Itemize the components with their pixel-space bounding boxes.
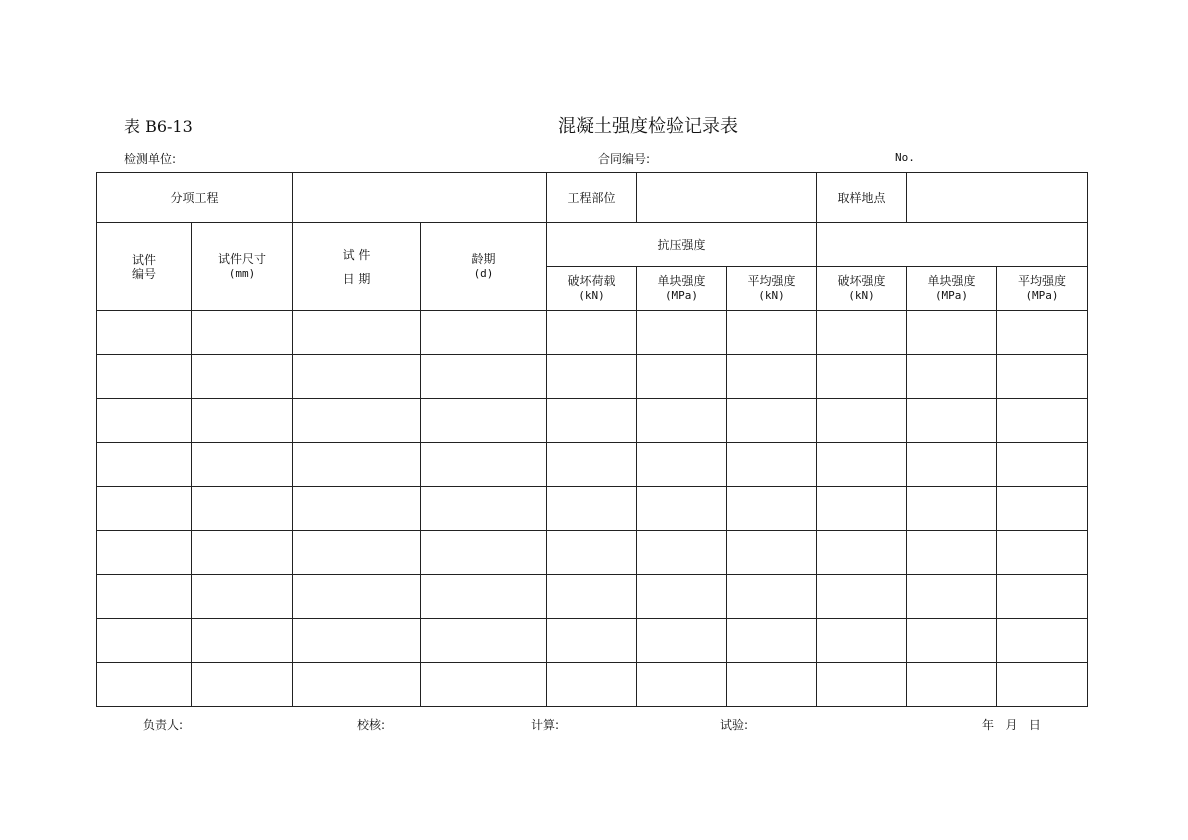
table-row: [97, 531, 1088, 575]
table-cell[interactable]: [547, 443, 637, 487]
table-cell[interactable]: [997, 531, 1088, 575]
table-cell[interactable]: [637, 311, 727, 355]
inspection-unit-label: 检测单位:: [124, 152, 177, 166]
table-cell[interactable]: [192, 575, 293, 619]
table-cell[interactable]: [547, 399, 637, 443]
table-cell[interactable]: [727, 619, 817, 663]
table-row: [97, 575, 1088, 619]
part-value[interactable]: [637, 173, 817, 223]
col-group-compressive-strength: 抗压强度: [547, 223, 817, 267]
table-row: [97, 355, 1088, 399]
table-cell[interactable]: [907, 311, 997, 355]
top-info-row: [97, 173, 1088, 223]
part-label: 工程部位: [547, 173, 637, 223]
table-cell[interactable]: [997, 487, 1088, 531]
table-cell[interactable]: [727, 487, 817, 531]
table-cell[interactable]: [293, 311, 421, 355]
table-cell[interactable]: [547, 619, 637, 663]
table-cell[interactable]: [727, 311, 817, 355]
col-failure-load: 破坏荷载 (kN): [547, 267, 637, 311]
table-cell[interactable]: [727, 443, 817, 487]
table-cell[interactable]: [192, 399, 293, 443]
table-row: [97, 487, 1088, 531]
table-row: [97, 311, 1088, 355]
table-cell[interactable]: [817, 663, 907, 707]
table-cell[interactable]: [97, 355, 192, 399]
col-specimen-size: 试件尺寸 (mm): [192, 223, 293, 311]
col-avg-strength-mpa: 平均强度 (MPa): [997, 267, 1088, 311]
table-cell[interactable]: [192, 619, 293, 663]
table-cell[interactable]: [421, 663, 547, 707]
col-avg-strength-kn: 平均强度 (kN): [727, 267, 817, 311]
table-cell[interactable]: [727, 575, 817, 619]
col-specimen-no: 试件 编号: [97, 223, 192, 311]
table-cell[interactable]: [421, 399, 547, 443]
table-cell[interactable]: [817, 619, 907, 663]
table-cell[interactable]: [907, 531, 997, 575]
form-code: 表 B6-13: [124, 117, 193, 136]
col-group-2: [817, 223, 1088, 267]
table-cell[interactable]: [637, 531, 727, 575]
table-cell[interactable]: [817, 311, 907, 355]
table-cell[interactable]: [421, 487, 547, 531]
table-cell[interactable]: [997, 619, 1088, 663]
table-cell[interactable]: [727, 399, 817, 443]
table-cell[interactable]: [727, 355, 817, 399]
table-cell[interactable]: [547, 531, 637, 575]
table-cell[interactable]: [907, 663, 997, 707]
calc-label: 计算:: [531, 718, 560, 732]
table-cell[interactable]: [97, 575, 192, 619]
no-label: No.: [895, 151, 915, 164]
table-cell[interactable]: [817, 575, 907, 619]
table-cell[interactable]: [97, 443, 192, 487]
table-row: [97, 619, 1088, 663]
table-cell[interactable]: [192, 531, 293, 575]
table-row: [97, 399, 1088, 443]
contract-no-label: 合同编号:: [598, 152, 651, 166]
table-cell[interactable]: [421, 531, 547, 575]
col-age: 龄期 (d): [421, 223, 547, 311]
table-cell[interactable]: [293, 619, 421, 663]
col-single-strength: 单块强度 (MPa): [637, 267, 727, 311]
col-failure-strength: 破坏强度 (kN): [817, 267, 907, 311]
record-table: [96, 172, 1088, 707]
table-cell[interactable]: [97, 399, 192, 443]
table-cell[interactable]: [421, 443, 547, 487]
table-cell[interactable]: [192, 443, 293, 487]
table-cell[interactable]: [97, 663, 192, 707]
table-cell[interactable]: [421, 619, 547, 663]
test-label: 试验:: [720, 718, 749, 732]
table-cell[interactable]: [997, 399, 1088, 443]
sampling-site-label: 取样地点: [817, 173, 907, 223]
date-label: 年 月 日: [982, 718, 1041, 732]
table-cell[interactable]: [547, 311, 637, 355]
table-cell[interactable]: [293, 399, 421, 443]
data-body: [97, 311, 1088, 707]
table-cell[interactable]: [907, 443, 997, 487]
table-cell[interactable]: [817, 531, 907, 575]
table-cell[interactable]: [192, 663, 293, 707]
table-cell[interactable]: [547, 355, 637, 399]
responsible-label: 负责人:: [143, 718, 184, 732]
table-cell[interactable]: [293, 575, 421, 619]
table-cell[interactable]: [727, 531, 817, 575]
review-label: 校核:: [357, 718, 386, 732]
table-cell[interactable]: [997, 355, 1088, 399]
table-cell[interactable]: [192, 487, 293, 531]
table-cell[interactable]: [547, 663, 637, 707]
sub-project-label: 分项工程: [97, 173, 293, 223]
table-cell[interactable]: [421, 355, 547, 399]
table-cell[interactable]: [637, 443, 727, 487]
col-single-strength-2: 单块强度 (MPa): [907, 267, 997, 311]
sampling-site-value[interactable]: [907, 173, 1088, 223]
table-cell[interactable]: [817, 443, 907, 487]
table-cell[interactable]: [907, 619, 997, 663]
sub-project-value[interactable]: [293, 173, 547, 223]
table-cell[interactable]: [637, 355, 727, 399]
table-cell[interactable]: [637, 663, 727, 707]
table-cell[interactable]: [637, 575, 727, 619]
table-cell[interactable]: [97, 311, 192, 355]
table-cell[interactable]: [293, 443, 421, 487]
table-cell[interactable]: [293, 663, 421, 707]
table-cell[interactable]: [547, 575, 637, 619]
table-cell[interactable]: [637, 399, 727, 443]
table-cell[interactable]: [727, 663, 817, 707]
table-cell[interactable]: [421, 575, 547, 619]
table-cell[interactable]: [817, 487, 907, 531]
table-row: [97, 443, 1088, 487]
col-specimen-date: 试 件 日 期: [293, 223, 421, 311]
table-cell[interactable]: [907, 575, 997, 619]
table-cell[interactable]: [907, 487, 997, 531]
table-cell[interactable]: [907, 355, 997, 399]
table-cell[interactable]: [97, 531, 192, 575]
table-cell[interactable]: [997, 575, 1088, 619]
table-cell[interactable]: [997, 663, 1088, 707]
table-row: [97, 663, 1088, 707]
table-cell[interactable]: [293, 531, 421, 575]
table-cell[interactable]: [97, 619, 192, 663]
table-cell[interactable]: [907, 399, 997, 443]
table-cell[interactable]: [637, 619, 727, 663]
table-cell[interactable]: [547, 487, 637, 531]
table-cell[interactable]: [637, 487, 727, 531]
page-title: 混凝土强度检验记录表: [558, 116, 738, 137]
table-cell[interactable]: [817, 355, 907, 399]
table-cell[interactable]: [293, 487, 421, 531]
header-row-1: [97, 223, 1088, 267]
table-cell[interactable]: [421, 311, 547, 355]
table-cell[interactable]: [192, 355, 293, 399]
table-cell[interactable]: [293, 355, 421, 399]
table-cell[interactable]: [997, 443, 1088, 487]
table-cell[interactable]: [817, 399, 907, 443]
table-cell[interactable]: [997, 311, 1088, 355]
table-cell[interactable]: [192, 311, 293, 355]
table-cell[interactable]: [97, 487, 192, 531]
